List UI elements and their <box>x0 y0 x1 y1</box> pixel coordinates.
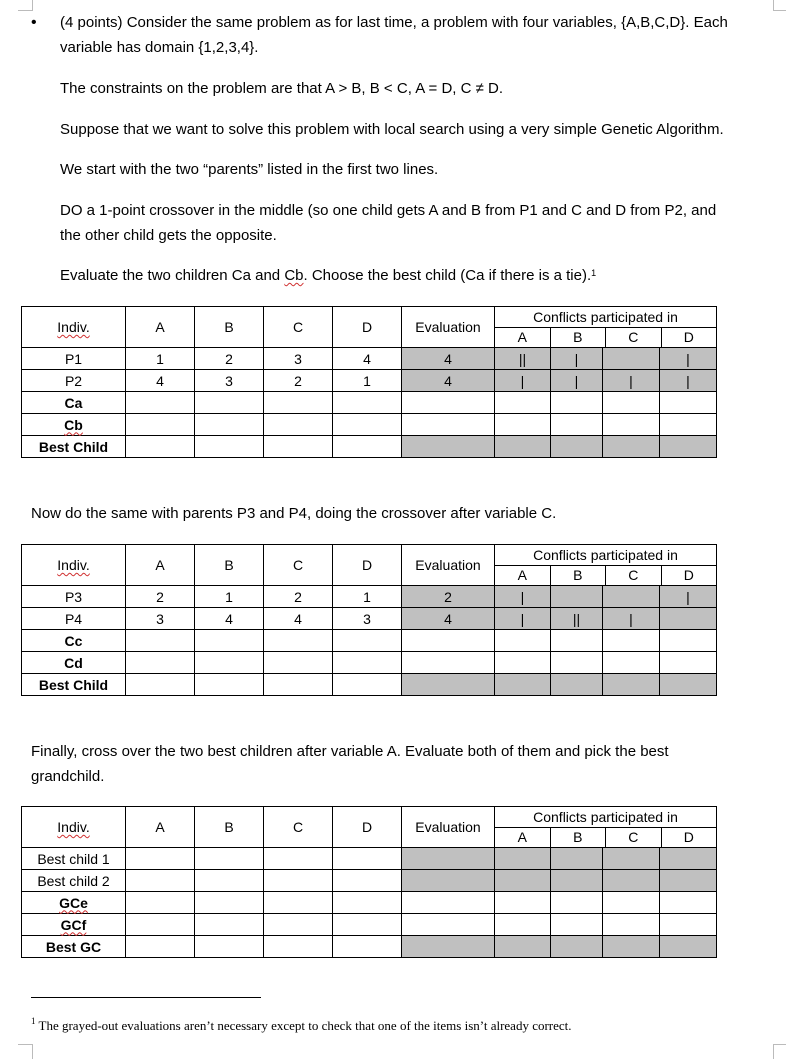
cell-conflict-a <box>495 630 551 652</box>
cell-conflict-d <box>660 848 717 870</box>
conflicts-subheaders <box>495 328 716 347</box>
ga-table-2 <box>21 544 717 696</box>
cell-var-c: 3 <box>264 348 333 370</box>
cell-evaluation: 2 <box>402 586 495 608</box>
cell-conflict-a: | <box>495 370 551 392</box>
cell-conflict-a: | <box>495 586 551 608</box>
conflict-header-c: C <box>605 566 661 585</box>
cell-conflict-c <box>603 870 660 892</box>
conflicts-title: Conflicts participated in <box>494 807 717 828</box>
final-instructions <box>31 739 771 789</box>
header-var-b: B <box>195 807 264 848</box>
cell-var-d: 4 <box>333 348 402 370</box>
cell-var-c <box>264 414 333 436</box>
cell-indiv <box>22 848 126 870</box>
indiv-label: Cd <box>64 654 83 671</box>
indiv-label: P3 <box>64 588 83 605</box>
cell-var-b <box>195 870 264 892</box>
evaluate-instructions <box>60 263 782 288</box>
cell-var-c <box>264 892 333 914</box>
table-row <box>22 370 717 392</box>
indiv-label: P4 <box>64 610 83 627</box>
header-indiv-label: Indiv. <box>57 557 90 573</box>
cell-conflict-c <box>603 936 660 958</box>
table-row <box>22 870 717 892</box>
cell-var-c: 2 <box>264 586 333 608</box>
cell-indiv <box>22 608 126 630</box>
indiv-label: Cc <box>64 632 83 649</box>
cell-conflict-c <box>603 652 660 674</box>
page-corner-mark <box>18 0 33 11</box>
cell-indiv <box>22 630 126 652</box>
cell-indiv <box>22 892 126 914</box>
cell-conflict-b <box>551 436 603 458</box>
header-var-b: B <box>195 307 264 348</box>
cell-evaluation <box>402 652 495 674</box>
cell-var-a <box>126 652 195 674</box>
cell-evaluation <box>402 436 495 458</box>
cell-conflict-d <box>660 870 717 892</box>
evaluate-text-post: . Choose the best child (Ca if there is a tie). <box>303 267 592 284</box>
evaluate-cb-word: Cb <box>284 267 304 284</box>
header-var-d: D <box>333 307 402 348</box>
question-intro <box>60 10 782 60</box>
cell-conflict-c <box>603 586 660 608</box>
bullet-marker: • <box>31 14 37 31</box>
cell-indiv <box>22 914 126 936</box>
suppose-text: Suppose that we want to solve this problem with local search using a very simple Genetic Algorithm. <box>60 121 724 138</box>
table-row <box>22 936 717 958</box>
cell-var-b: 3 <box>195 370 264 392</box>
conflict-header-a: A <box>517 829 527 845</box>
footnote-separator <box>31 997 261 998</box>
final-line1: Finally, cross over the two best children after variable A. Evaluate both of them and pick the best <box>31 743 669 760</box>
table-row <box>22 914 717 936</box>
ga-table-3 <box>21 806 717 958</box>
footnote-marker: 1 <box>31 1016 36 1026</box>
cell-var-d <box>333 848 402 870</box>
header-conflicts <box>495 545 717 586</box>
cell-var-c <box>264 652 333 674</box>
cell-var-a <box>126 936 195 958</box>
header-var-c: C <box>264 545 333 586</box>
cell-evaluation <box>402 848 495 870</box>
page-corner-mark <box>18 1044 33 1059</box>
cell-conflict-b: | <box>551 370 603 392</box>
header-conflicts <box>495 307 717 348</box>
cell-var-a <box>126 870 195 892</box>
cell-var-c: 4 <box>264 608 333 630</box>
cell-var-b <box>195 630 264 652</box>
cell-conflict-b <box>551 414 603 436</box>
cell-var-a <box>126 414 195 436</box>
cell-var-c <box>264 914 333 936</box>
indiv-label: GCe <box>59 894 88 911</box>
start-text: We start with the two “parents” listed in the first two lines. <box>60 161 439 178</box>
cell-conflict-b <box>551 674 603 696</box>
indiv-label: P2 <box>64 372 83 389</box>
indiv-label: Cb <box>64 416 83 433</box>
cell-indiv <box>22 652 126 674</box>
final-line2: grandchild. <box>31 768 105 785</box>
header-evaluation: Evaluation <box>402 807 495 848</box>
cell-var-b <box>195 414 264 436</box>
cell-conflict-b: || <box>551 608 603 630</box>
constraints-text: The constraints on the problem are that A > B, B < C, A = D, C ≠ D. <box>60 80 504 97</box>
cell-var-d: 1 <box>333 370 402 392</box>
cell-indiv <box>22 392 126 414</box>
cell-conflict-d: | <box>660 586 717 608</box>
cell-indiv <box>22 414 126 436</box>
question-line1: (4 points) Consider the same problem as for last time, a problem with four variables, {A,B,C,D}. Each <box>60 14 728 31</box>
table-row <box>22 414 717 436</box>
conflicts-title: Conflicts participated in <box>494 545 717 566</box>
conflict-header-d: D <box>661 566 717 585</box>
conflict-header-b: B <box>550 828 606 847</box>
cell-conflict-a <box>495 674 551 696</box>
cell-conflict-a <box>495 436 551 458</box>
cell-var-a: 3 <box>126 608 195 630</box>
cell-var-c <box>264 392 333 414</box>
mid-instructions: Now do the same with parents P3 and P4, doing the crossover after variable C. <box>31 505 557 522</box>
cell-var-d: 1 <box>333 586 402 608</box>
cell-var-d <box>333 892 402 914</box>
footnote-text: The grayed-out evaluations aren’t necessary except to check that one of the items isn’t already correct. <box>35 1018 572 1033</box>
cell-var-a <box>126 674 195 696</box>
cell-var-d <box>333 414 402 436</box>
cell-conflict-d <box>660 674 717 696</box>
cell-var-d <box>333 674 402 696</box>
cell-conflict-d <box>660 892 717 914</box>
conflict-header-a: A <box>517 329 527 345</box>
cell-indiv <box>22 936 126 958</box>
conflict-header-c: C <box>605 328 661 347</box>
header-var-a: A <box>126 545 195 586</box>
indiv-label: Best Child <box>38 676 109 693</box>
cell-var-c <box>264 870 333 892</box>
cell-conflict-d <box>660 936 717 958</box>
header-var-c: C <box>264 807 333 848</box>
cell-conflict-b <box>551 848 603 870</box>
header-var-c: C <box>264 307 333 348</box>
cell-conflict-c <box>603 436 660 458</box>
cell-conflict-b <box>551 586 603 608</box>
crossover-line1: DO a 1-point crossover in the middle (so one child gets A and B from P1 and C and D from P2, and <box>60 202 717 219</box>
table-row <box>22 652 717 674</box>
cell-conflict-d <box>660 914 717 936</box>
cell-evaluation <box>402 892 495 914</box>
table-row <box>22 348 717 370</box>
header-var-d: D <box>333 807 402 848</box>
cell-conflict-a <box>495 652 551 674</box>
indiv-label: P1 <box>64 350 83 367</box>
cell-var-b <box>195 848 264 870</box>
cell-conflict-c: | <box>603 370 660 392</box>
cell-evaluation <box>402 914 495 936</box>
ga-table-1 <box>21 306 717 458</box>
table-row <box>22 674 717 696</box>
header-indiv <box>22 807 126 848</box>
table-row <box>22 892 717 914</box>
cell-var-b <box>195 392 264 414</box>
table-row <box>22 436 717 458</box>
header-var-d: D <box>333 545 402 586</box>
cell-var-b: 2 <box>195 348 264 370</box>
cell-conflict-d <box>660 630 717 652</box>
cell-evaluation <box>402 630 495 652</box>
conflict-header-d: D <box>661 828 717 847</box>
table-row <box>22 630 717 652</box>
conflicts-subheaders <box>495 566 716 585</box>
cell-var-a <box>126 892 195 914</box>
conflicts-subheaders <box>495 828 716 847</box>
cell-var-b: 1 <box>195 586 264 608</box>
cell-conflict-b <box>551 652 603 674</box>
cell-conflict-d <box>660 652 717 674</box>
cell-var-a <box>126 436 195 458</box>
indiv-label: Best Child <box>38 438 109 455</box>
cell-conflict-a <box>495 848 551 870</box>
cell-conflict-d: | <box>660 370 717 392</box>
cell-var-a: 4 <box>126 370 195 392</box>
conflict-header-d: D <box>661 328 717 347</box>
cell-evaluation <box>402 414 495 436</box>
header-indiv <box>22 307 126 348</box>
cell-var-d <box>333 936 402 958</box>
cell-conflict-c <box>603 892 660 914</box>
conflict-header-a: A <box>517 567 527 583</box>
cell-var-d <box>333 436 402 458</box>
table-row <box>22 608 717 630</box>
indiv-label: Best child 2 <box>37 872 110 889</box>
cell-conflict-c <box>603 630 660 652</box>
footnote <box>31 1018 572 1034</box>
cell-var-c <box>264 674 333 696</box>
cell-var-b <box>195 892 264 914</box>
cell-var-d <box>333 652 402 674</box>
cell-var-b: 4 <box>195 608 264 630</box>
cell-var-c: 2 <box>264 370 333 392</box>
cell-conflict-d <box>660 392 717 414</box>
cell-var-a: 2 <box>126 586 195 608</box>
cell-var-c <box>264 436 333 458</box>
cell-conflict-b <box>551 870 603 892</box>
header-var-a: A <box>126 307 195 348</box>
cell-var-c <box>264 848 333 870</box>
cell-conflict-d <box>660 608 717 630</box>
cell-evaluation <box>402 936 495 958</box>
cell-conflict-c <box>603 914 660 936</box>
cell-conflict-a <box>495 392 551 414</box>
cell-indiv <box>22 674 126 696</box>
cell-var-a <box>126 630 195 652</box>
cell-conflict-b <box>551 914 603 936</box>
cell-evaluation <box>402 392 495 414</box>
page-corner-mark <box>773 1044 786 1059</box>
cell-var-a: 1 <box>126 348 195 370</box>
cell-var-d <box>333 630 402 652</box>
cell-conflict-d: | <box>660 348 717 370</box>
cell-indiv <box>22 870 126 892</box>
header-indiv <box>22 545 126 586</box>
cell-conflict-a <box>495 936 551 958</box>
cell-var-b <box>195 936 264 958</box>
cell-conflict-a: | <box>495 608 551 630</box>
header-indiv-label: Indiv. <box>57 819 90 835</box>
cell-var-d: 3 <box>333 608 402 630</box>
cell-var-c <box>264 630 333 652</box>
evaluate-text-pre: Evaluate the two children Ca and <box>60 267 285 284</box>
cell-conflict-b <box>551 892 603 914</box>
cell-conflict-c <box>603 674 660 696</box>
cell-evaluation <box>402 870 495 892</box>
cell-var-d <box>333 870 402 892</box>
crossover-line2: the other child gets the opposite. <box>60 227 277 244</box>
cell-conflict-c: | <box>603 608 660 630</box>
cell-var-d <box>333 914 402 936</box>
cell-conflict-a <box>495 870 551 892</box>
header-var-b: B <box>195 545 264 586</box>
cell-var-b <box>195 652 264 674</box>
table-row <box>22 586 717 608</box>
cell-evaluation <box>402 674 495 696</box>
cell-conflict-c <box>603 848 660 870</box>
crossover-instructions <box>60 198 782 248</box>
cell-var-b <box>195 674 264 696</box>
cell-var-b <box>195 436 264 458</box>
cell-conflict-a <box>495 892 551 914</box>
conflict-header-b: B <box>550 566 606 585</box>
cell-indiv <box>22 370 126 392</box>
cell-evaluation: 4 <box>402 370 495 392</box>
cell-var-c <box>264 936 333 958</box>
cell-var-a <box>126 392 195 414</box>
conflict-header-c: C <box>605 828 661 847</box>
cell-conflict-b: | <box>551 348 603 370</box>
footnote-reference: 1 <box>591 268 597 278</box>
cell-indiv <box>22 586 126 608</box>
cell-conflict-a <box>495 414 551 436</box>
cell-evaluation: 4 <box>402 608 495 630</box>
indiv-label: Best GC <box>45 938 102 955</box>
cell-conflict-d <box>660 436 717 458</box>
indiv-label: Ca <box>64 394 83 411</box>
header-evaluation: Evaluation <box>402 545 495 586</box>
header-var-a: A <box>126 807 195 848</box>
header-conflicts <box>495 807 717 848</box>
cell-indiv <box>22 436 126 458</box>
conflicts-title: Conflicts participated in <box>494 307 717 328</box>
table-row <box>22 392 717 414</box>
indiv-label: Best child 1 <box>37 850 110 867</box>
cell-var-d <box>333 392 402 414</box>
cell-conflict-c <box>603 414 660 436</box>
conflict-header-b: B <box>550 328 606 347</box>
cell-conflict-d <box>660 414 717 436</box>
cell-indiv <box>22 348 126 370</box>
header-evaluation: Evaluation <box>402 307 495 348</box>
cell-conflict-a: || <box>495 348 551 370</box>
cell-var-a <box>126 848 195 870</box>
header-indiv-label: Indiv. <box>57 319 90 335</box>
question-line2: variable has domain {1,2,3,4}. <box>60 39 259 56</box>
cell-evaluation: 4 <box>402 348 495 370</box>
cell-var-a <box>126 914 195 936</box>
cell-var-b <box>195 914 264 936</box>
cell-conflict-a <box>495 914 551 936</box>
cell-conflict-b <box>551 392 603 414</box>
cell-conflict-c <box>603 392 660 414</box>
indiv-label: GCf <box>60 916 87 933</box>
table-row <box>22 848 717 870</box>
cell-conflict-b <box>551 630 603 652</box>
cell-conflict-b <box>551 936 603 958</box>
cell-conflict-c <box>603 348 660 370</box>
